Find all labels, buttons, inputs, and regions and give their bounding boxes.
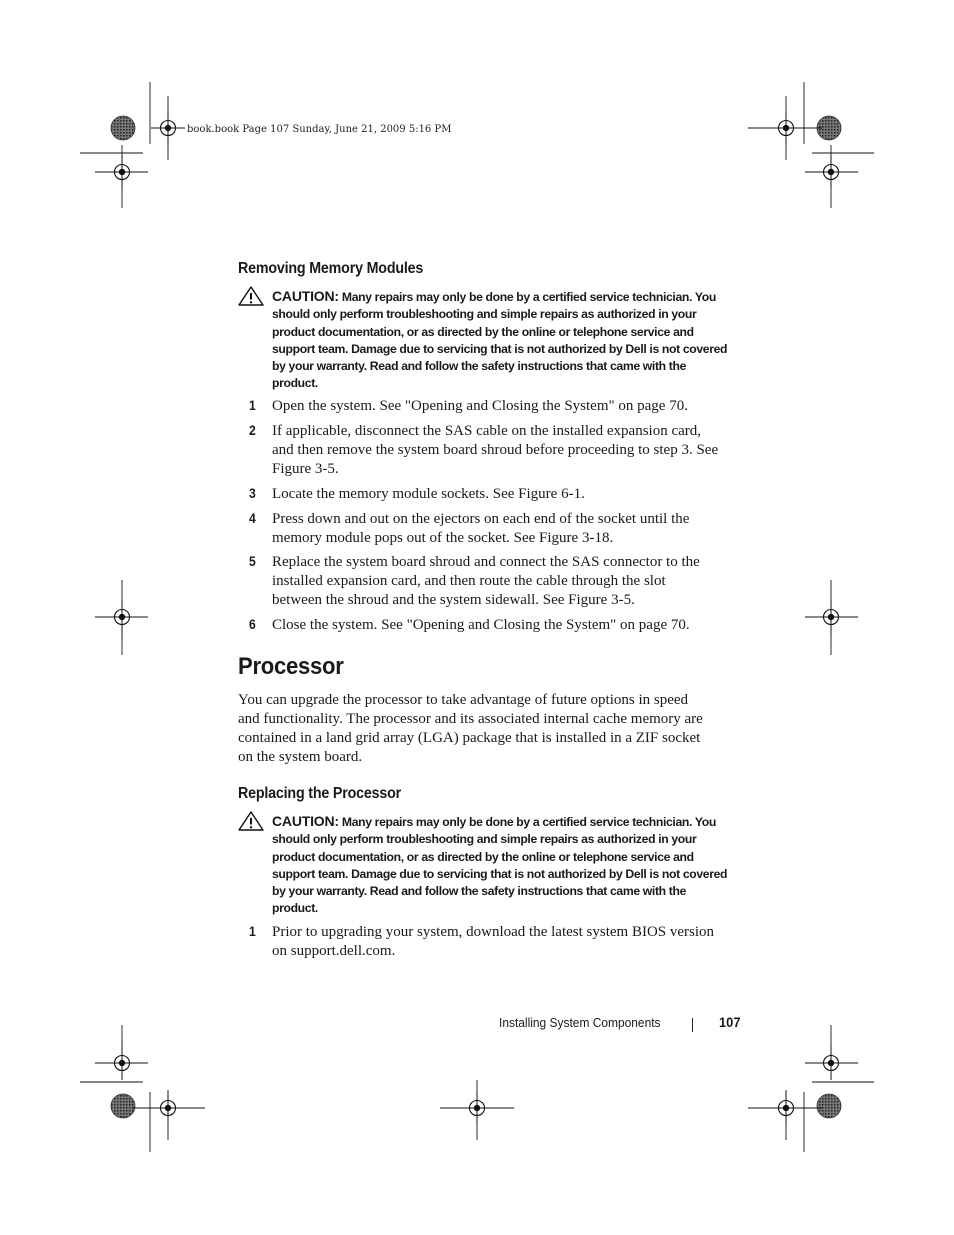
footer-separator — [692, 1018, 693, 1032]
step-text: Open the system. See "Opening and Closing the System" on page 70. — [272, 398, 688, 414]
step-number: 1 — [249, 398, 256, 413]
caution-label: CAUTION: — [272, 288, 339, 304]
section-heading-replacing-processor: Replacing the Processor — [238, 785, 401, 802]
print-header: book.book Page 107 Sunday, June 21, 2009 5:16 PM — [187, 124, 452, 135]
caution-text: CAUTION: Many repairs may only be done by a certified service technician. You should only perform troubleshooting and simple repairs as authorized in your product documentation, or as directed by the online or telephone service and support team. Damage due to servicing that is not authorized by Dell is not covered by your warranty. Read and follow the safety instructions that came with the product. — [272, 288, 728, 391]
step-number: 2 — [249, 423, 256, 438]
caution-text: CAUTION: Many repairs may only be done by a certified service technician. You should only perform troubleshooting and simple repairs as authorized in your product documentation, or as directed by the online or telephone service and support team. Damage due to servicing that is not authorized by Dell is not covered by your warranty. Read and follow the safety instructions that came with the product. — [272, 813, 728, 916]
section-heading-processor: Processor — [238, 653, 344, 680]
step-number: 1 — [249, 924, 256, 939]
step-number: 4 — [249, 511, 256, 526]
support-link[interactable]: support.dell.com — [290, 943, 392, 959]
footer-chapter-title: Installing System Components — [499, 1015, 661, 1030]
caution-warning-icon — [238, 811, 264, 831]
caution-warning-icon — [238, 286, 264, 306]
section-heading-removing-memory: Removing Memory Modules — [238, 260, 424, 277]
step-text: If applicable, disconnect the SAS cable on the installed expansion card, and then remove the system board shroud before proceeding to step 3. See Figure 3-5. — [272, 423, 719, 477]
step-number: 6 — [249, 617, 256, 632]
step-number: 3 — [249, 486, 256, 501]
step-text: Press down and out on the ejectors on each end of the socket until the memory module pops out of the socket. See Figure 3-18. — [272, 511, 690, 546]
page-number: 107 — [719, 1014, 741, 1030]
caution-label: CAUTION: — [272, 813, 339, 829]
step-number: 5 — [249, 554, 256, 569]
intro-paragraph: You can upgrade the processor to take advantage of future options in speed and functionality. The processor and its associated internal cache memory are contained in a land grid array (LGA) package that is installed in a ZIF socket on the system board. — [238, 692, 703, 765]
step-text: Prior to upgrading your system, download the latest system BIOS version on support.dell.com. — [272, 924, 715, 959]
step-text: Locate the memory module sockets. See Figure 6-1. — [272, 486, 585, 502]
step-text: Close the system. See "Opening and Closing the System" on page 70. — [272, 617, 690, 633]
step-text: Replace the system board shroud and connect the SAS connector to the installed expansion card, and then route the cable through the slot between the shroud and the system sidewall. See Figure 3-5. — [272, 554, 700, 608]
